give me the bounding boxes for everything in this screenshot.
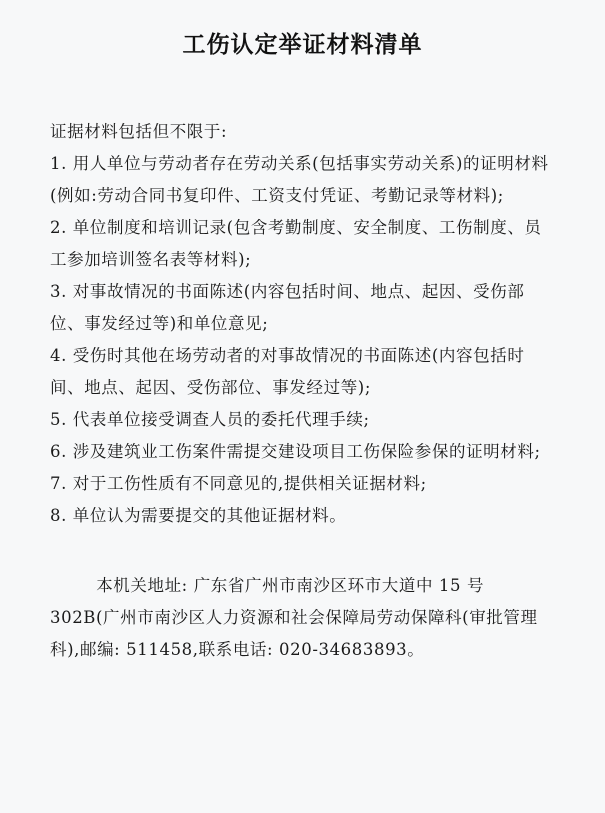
intro-text: 证据材料包括但不限于: [50,122,228,141]
list-item-3: 3. 对事故情况的书面陈述(内容包括时间、地点、起因、受伤部位、事发经过等)和单位意见; [50,282,525,333]
list-item-6: 6. 涉及建筑业工伤案件需提交建设项目工伤保险参保的证明材料; [50,442,541,461]
list-item-7: 7. 对于工伤性质有不同意见的,提供相关证据材料; [50,474,427,493]
document-title: 工伤认定举证材料清单 [182,31,423,58]
list-item-5: 5. 代表单位接受调查人员的委托代理手续; [50,410,370,429]
list-item-1: 1. 用人单位与劳动者存在劳动关系(包括事实劳动关系)的证明材料(例如:劳动合同书复印件、工资支付凭证、考勤记录等材料); [50,154,549,205]
evidence-list [50,148,555,532]
list-item-4: 4. 受伤时其他在场劳动者的对事故情况的书面陈述(内容包括时间、地点、起因、受伤部位、事发经过等); [50,346,525,397]
list-item-2: 2. 单位制度和培训记录(包含考勤制度、安全制度、工伤制度、员工参加培训签名表等材料); [50,218,542,269]
list-item-8: 8. 单位认为需要提交的其他证据材料。 [50,506,347,525]
agency-address: 本机关地址: 广东省广州市南沙区环市大道中 15 号 302B(广州市南沙区人力资源和社会保障局劳动保障科(审批管理科),邮编: 511458,联系电话: 020-34683893。 [50,576,538,659]
